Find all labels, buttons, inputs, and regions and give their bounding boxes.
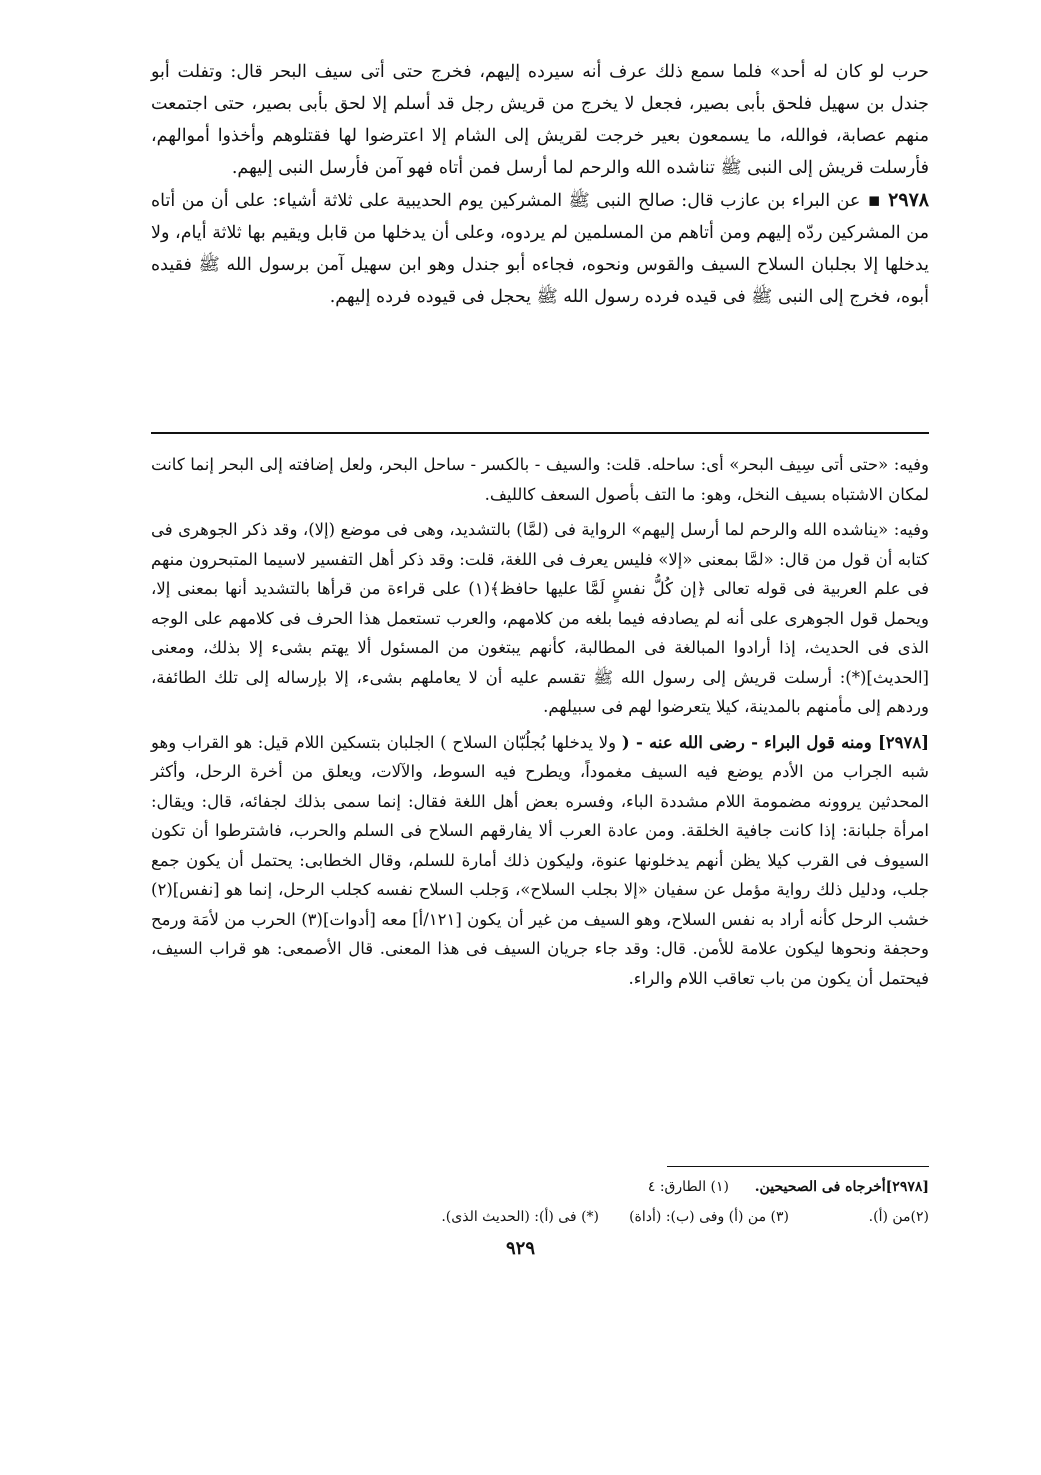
footnote-star: (*) فى (أ): (الحديث الذى). [441,1209,599,1225]
footnotes [151,1172,929,1232]
hadith-number-mark: ▪ [860,189,882,211]
footnote-hadith: [٢٩٧٨]أخرجاه فى الصحيحين. [754,1179,929,1195]
commentary-quote: ولا يدخلها بُجلُبّان السلاح [452,732,617,752]
hadith-text: عن البراء بن عازب قال: صالح النبى ﷺ المشركين يوم الحديبية على ثلاثة أشياء: على أن من أتاه من المشركين ردّه إليهم ومن أتاهم من المسلمين لم يردوه، وعلى أن يدخلها من قابل ويقيم بها ثلاثة أيام، ولا يدخلها إلا بجلبان السلاح السيف والقوس ونحوه، فجاءه أبو جندل وهو ابن سهيل آمن برسول الله ﷺ فقيده أبوه، فخرج إلى النبى ﷺ فى قيده فرده رسول الله ﷺ يحجل فى قيوده فرده إليهم. [151,191,929,307]
commentary-lead: [٢٩٧٨] ومنه قول البراء - رضى الله عنه - ( [621,732,930,752]
main-paragraph-continued: حرب لو كان له أحد» فلما سمع ذلك عرف أنه سيرده إليهم، فخرج حتى أتى سيف البحر قال: وتفلت أبو جندل بن سهيل فلحق بأبى بصير، فجعل لا يخرج من قريش رجل قد أسلم إلا لحق بأبى بصير، حتى اجتمعت منهم عصابة، فوالله، ما يسمعون بعير خرجت لقريش إلى الشام إلا اعترضوا لها فقتلوهم وأخذوا أموالهم، فأرسلت قريش إلى النبى ﷺ تناشده الله والرحم لما أرسل فمن أتاه فهو آمن فأرسل النبى إليهم. [151,62,929,178]
footnote-row-1 [151,1172,929,1202]
footnote-1: (١) الطارق: ٤ [647,1179,729,1195]
commentary [151,450,929,999]
footnote-3: (٣) من (أ) وفى (ب): (أداة) [629,1209,789,1225]
commentary-paragraph-1: وفيه: «حتى أتى سِيف البحر» أى: ساحله. قلت: والسيف - بالكسر - ساحل البحر، ولعل إضافته إلى البحر إنما كانت لمكان الاشتباه بسيف النخل، وهو: ما التف بأصول السعف كالليف. [151,455,929,504]
footnote-row-2 [151,1202,929,1232]
footnote-divider [667,1166,929,1167]
hadith-paragraph [151,184,929,313]
page-number: ٩٢٩ [505,1238,535,1259]
main-text [151,56,929,313]
commentary-body: ) الجلبان بتسكين اللام قيل: هو القراب وهو شبه الجراب من الأدم يوضع فيه السيف مغموداً، ويطرح فيه السوط، والآلات، ويعلق من أخرة الرحل، وأكثر المحدثين يروونه مضمومة اللام مشددة الباء، وفسره بعض أهل اللغة فقال: إنما سمى بذلك لجفائه، قال: ويقال: امرأة جلبانة: إذا كانت جافية الخلقة. ومن عادة العرب ألا يفارقهم السلاح فى السلم والحرب، فاشترطوا أن تكون السيوف فى القرب كيلا يظن أنهم يدخلونها عنوة، وليكون ذلك أمارة للسلم، وقال الخطابى: يحتمل أن يكون جمع جلب، ودليل ذلك رواية مؤمل عن سفيان «إلا بجلب السلاح»، وَجلب السلاح نفسه كجلب الرحل، إنما هو [نفس](٢) خشب الرحل كأنه أراد به نفس السلاح، وهو السيف من غير أن يكون [١٢١/أ] معه [أدوات](٣) الحرب من لأمَة ورمح وحجفة ونحوها ليكون علامة للأمن. قال: وقد جاء جريان السيف فى هذا المعنى. قال الأصمعى: هو قراب السيف، فيحتمل أن يكون من باب تعاقب اللام والراء. [151,732,930,988]
hadith-number: ٢٩٧٨ [888,189,929,211]
commentary-paragraph-2: وفيه: «يناشده الله والرحم لما أرسل إليهم» الرواية فى (لمَّا) بالتشديد، وهى فى موضع (إلا)، وقد ذكر الجوهرى فى كتابه أن قول من قال: «لمَّا بمعنى «إلا» فليس يعرف فى اللغة، قلت: وقد ذكر أهل التفسير لاسيما المتبحرون منهم فى علم العربية فى قوله تعالى ﴿إن كُلُّ نفسٍ لَمَّا عليها حافظ﴾(١) على قراءة من قرأها بالتشديد أنها بمعنى إلا، ويحمل قول الجوهرى على أنه لم يصادفه فيما بلغه من كلامهم، والعرب تستعمل هذا الحرف فى كلامهم على الوجه الذى فى الحديث، إذا أرادوا المبالغة فى المطالبة، كأنهم يبتغون من المسئول ألا يهتم بشىء إلا بذلك، ومعنى [الحديث](*): أرسلت قريش إلى رسول الله ﷺ تقسم عليه أن لا يعاملهم بشىء، إلا بإرساله إلى تلك الطائفة، وردهم إلى مأمنهم بالمدينة، كيلا يتعرضوا لهم فى سبيلهم. [151,520,929,716]
commentary-paragraph-3 [151,728,929,994]
footnote-2: (٢)من (أ). [868,1209,929,1225]
section-divider [151,432,929,434]
